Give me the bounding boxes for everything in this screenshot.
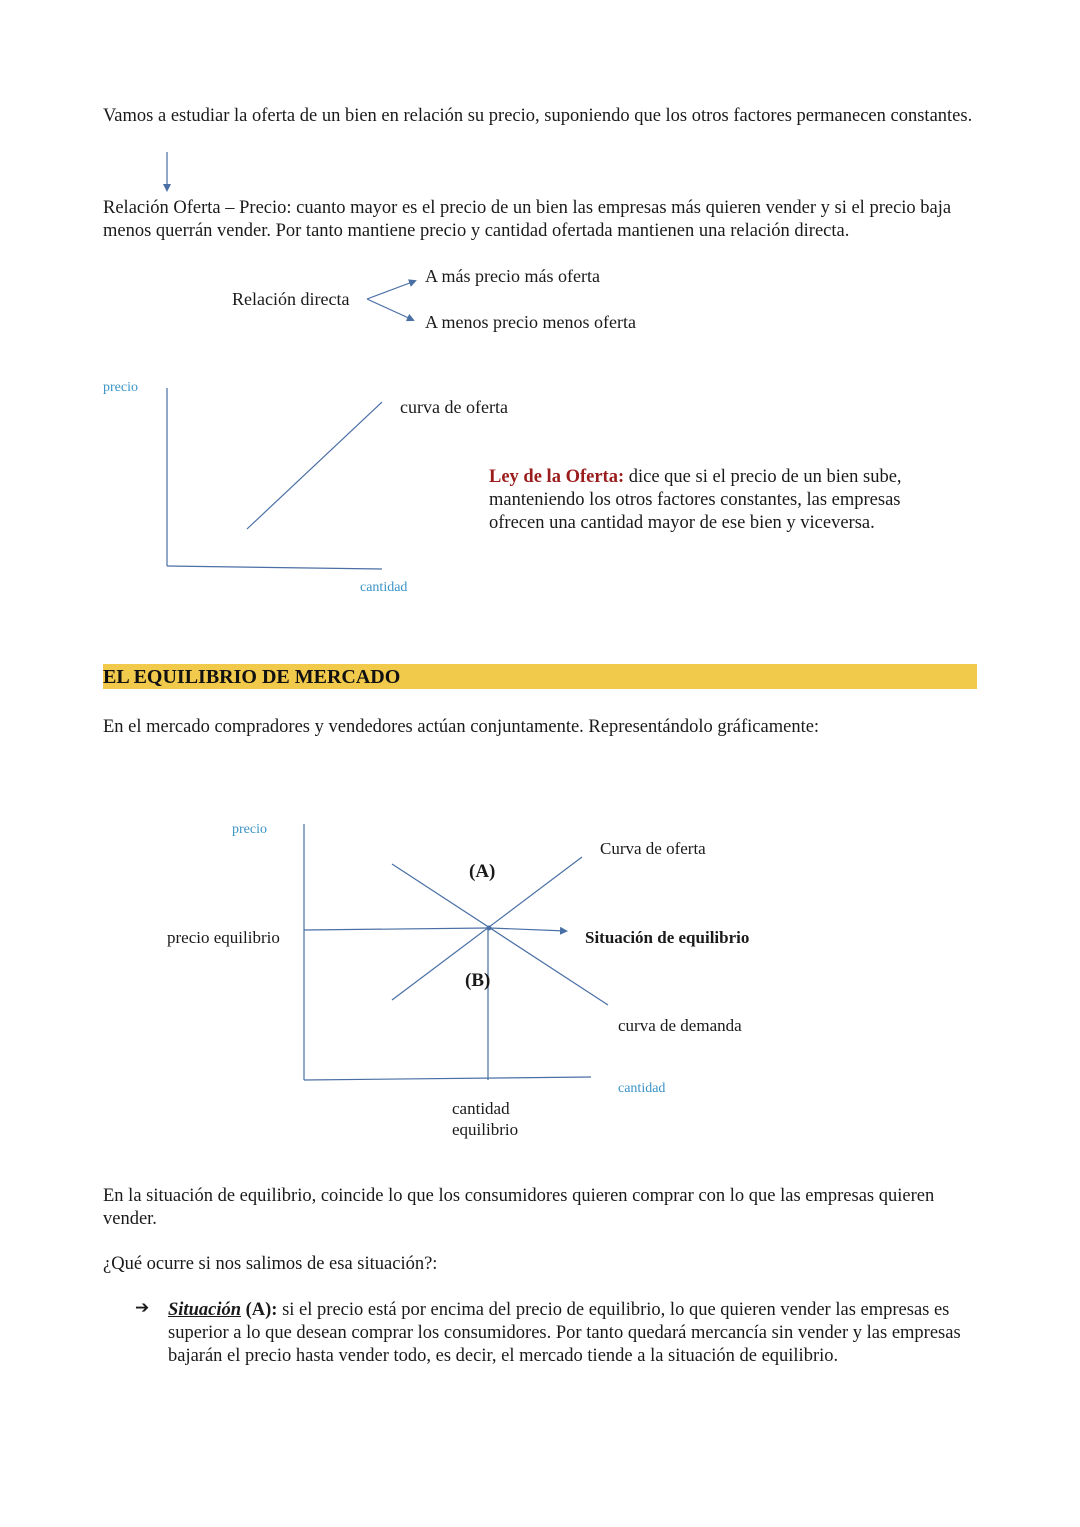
eq-demand-line [392,864,608,1005]
relation-branch-down: A menos precio menos oferta [425,312,636,332]
law-title: Ley de la Oferta: [489,467,625,487]
equilibrium-situation-label: Situación de equilibrio [585,928,750,947]
bullet-text: si el precio está por encima del precio de equilibrio, lo que quieren vender las empresas es superior a lo que desean comprar los consumidores. Por tanto quedará mercancía sin vender y las empresas bajarán el precio hasta vender todo, es decir, el mercado tiende a la situación de equilibrio. [168,1300,961,1366]
quantity-equilibrium-label-1: cantidad [452,1099,510,1118]
eq-demand-label: curva de demanda [618,1016,742,1035]
section-intro: En el mercado compradores y vendedores actúan conjuntamente. Representándolo gráficamente: [103,717,820,737]
eq-x-axis [304,1077,591,1080]
region-b-label: (B) [465,970,491,991]
law-of-supply [489,466,949,535]
supply-curve-line [247,402,382,529]
section-heading: EL EQUILIBRIO DE MERCADO [103,664,977,689]
price-equilibrium-label: precio equilibrio [167,928,280,947]
eq-supply-label: Curva de oferta [600,839,706,858]
conclusion-question: ¿Qué ocurre si nos salimos de esa situación?: [103,1254,438,1274]
quantity-equilibrium-label-2: equilibrio [452,1120,519,1139]
law-text: dice que si el precio de un bien sube, manteniendo los otros factores constantes, las empresas ofrecen una cantidad mayor de ese bien y viceversa. [489,467,902,533]
arrow-down [367,299,413,320]
supply-x-axis-label: cantidad [360,580,408,595]
region-a-label: (A) [469,861,496,882]
supply-curve-label: curva de oferta [400,397,508,417]
arrow-up [367,281,415,299]
arrow-bullet-icon: ➔ [135,1298,150,1318]
intro-paragraph: Vamos a estudiar la oferta de un bien en relación su precio, suponiendo que los otros factores permanecen constantes. [103,106,973,126]
bullet-situation-a [168,1299,968,1368]
eq-y-axis-label: precio [232,822,267,837]
bullet-tag: (A): [241,1300,278,1320]
eq-point [487,926,492,931]
relation-branch-up: A más precio más oferta [425,266,600,286]
bullet-title: Situación [168,1300,241,1320]
eq-situation-arrow [490,928,566,931]
conclusion-paragraph: En la situación de equilibrio, coincide lo que los consumidores quieren comprar con lo que las empresas quieren vender. [103,1186,935,1229]
supply-x-axis [167,566,382,569]
eq-price-line [304,928,488,930]
eq-x-axis-label: cantidad [618,1081,666,1096]
relation-label: Relación directa [232,289,350,309]
relation-paragraph: Relación Oferta – Precio: cuanto mayor es el precio de un bien las empresas más quieren vender y si el precio baja menos querrán vender. Por tanto mantiene precio y cantidad ofertada mantienen una relación directa. [103,198,952,241]
supply-y-axis-label: precio [103,380,138,395]
